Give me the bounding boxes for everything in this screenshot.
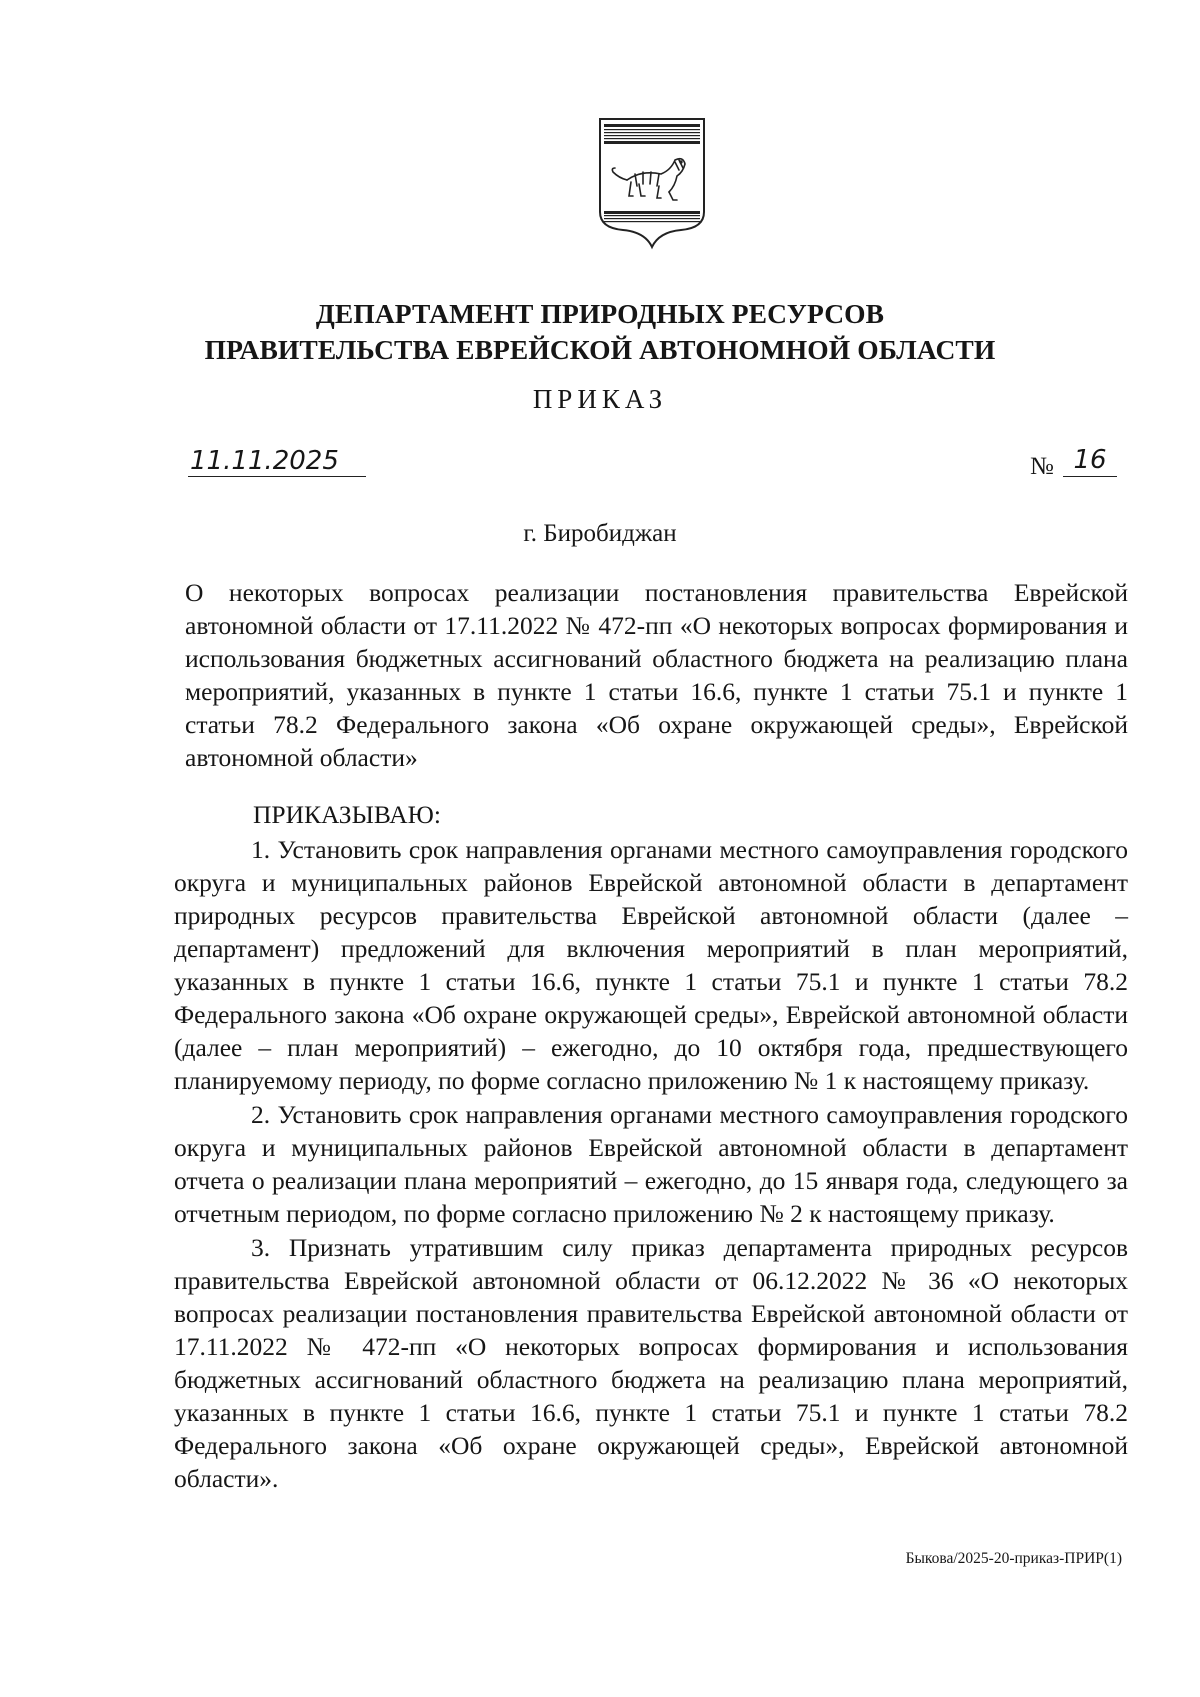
paragraph-1: 1. Установить срок направления органами местного самоуправления городского округа и муниципальных районов Еврейской автономной области в департамент природных ресурсов правительства Еврейской автономной области (далее – департамент) предложений для включения мероприятий в план мероприятий, указанных в пункте 1 статьи 16.6, пункте 1 статьи 75.1 и пункте 1 статьи 78.2 Федерального закона «Об охране окружающей среды», Еврейской автономной области (далее – план мероприятий) – ежегодно, до 10 октября года, предшествующего планируемому периоду, по форме согласно приложению № 1 к настоящему приказу.	[174, 835, 1128, 1095]
paragraph-3: 3. Признать утратившим силу приказ департамента природных ресурсов правительства Еврейской автономной области от 06.12.2022 № 36 «О некоторых вопросах реализации постановления правительства Еврейской автономной области от 17.11.2022 № 472-пп «О некоторых вопросах формирования и использования бюджетных ассигнований областного бюджета на реализацию плана мероприятий, указанных в пункте 1 статьи 16.6, пункте 1 статьи 75.1 и пункте 1 статьи 78.2 Федерального закона «Об охране окружающей среды», Еврейской автономной области».	[174, 1233, 1128, 1493]
document-date: 11.11.2025	[188, 446, 366, 477]
organization-name	[0, 296, 1200, 368]
organization-line-1: ДЕПАРТАМЕНТ ПРИРОДНЫХ РЕСУРСОВ	[315, 298, 885, 329]
coat-of-arms-icon	[597, 116, 707, 250]
number-label: №	[1030, 453, 1054, 480]
document-type: ПРИКАЗ	[532, 384, 668, 414]
document-subject: О некоторых вопросах реализации постановления правительства Еврейской автономной области от 17.11.2022 № 472-пп «О некоторых вопросах формирования и использования бюджетных ассигнований областного бюджета на реализацию плана мероприятий, указанных в пункте 1 статьи 16.6, пункте 1 статьи 75.1 и пункте 1 статьи 78.2 Федерального закона «Об охране окружающей среды», Еврейской автономной области»	[185, 578, 1128, 772]
order-word: ПРИКАЗЫВАЮ:	[253, 800, 441, 829]
document-body	[174, 833, 1128, 1495]
paragraph-2: 2. Установить срок направления органами местного самоуправления городского округа и муниципальных районов Еврейской автономной области в департамент отчета о реализации плана мероприятий – ежегодно, до 15 января года, следующего за отчетным периодом, по форме согласно приложению № 2 к настоящему приказу.	[174, 1100, 1128, 1228]
city: г. Биробиджан	[523, 520, 677, 547]
footer-code: Быкова/2025-20-приказ-ПРИР(1)	[905, 1550, 1122, 1567]
organization-line-2: ПРАВИТЕЛЬСТВА ЕВРЕЙСКОЙ АВТОНОМНОЙ ОБЛАСТИ	[204, 334, 996, 365]
document-number: 16	[1063, 444, 1117, 477]
tiger-figure	[612, 159, 685, 200]
